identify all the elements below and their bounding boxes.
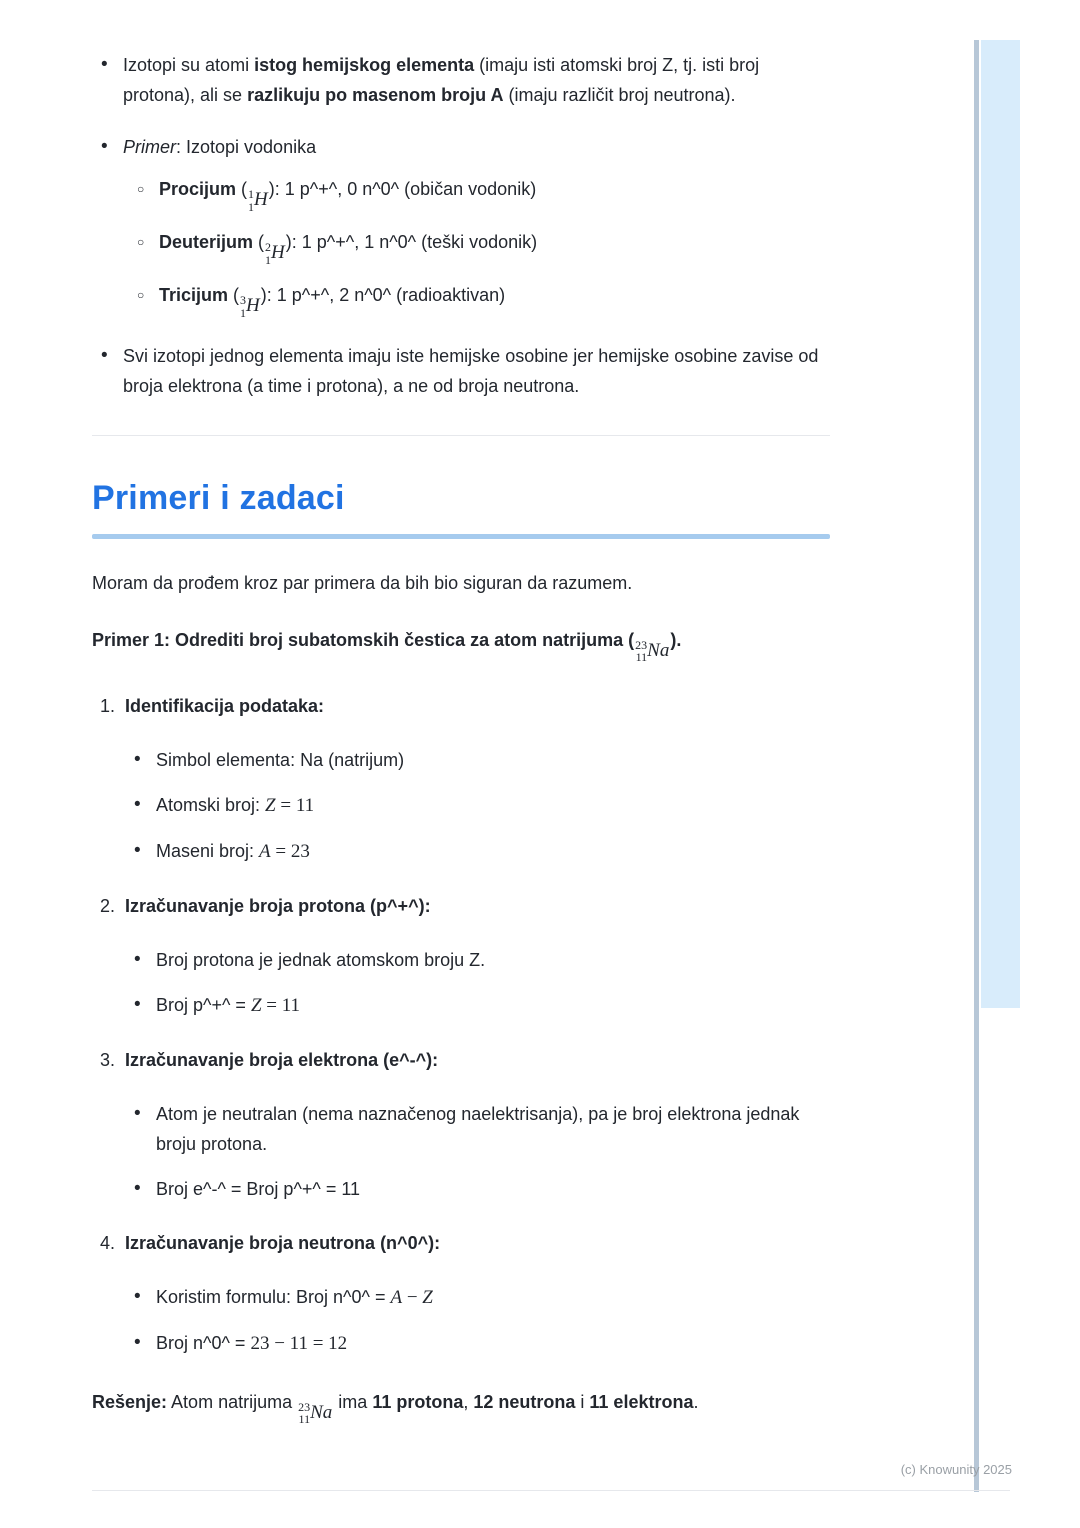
bullet-marker: • bbox=[134, 993, 141, 1015]
step-bullet-list bbox=[100, 945, 830, 1021]
bullet-marker: • bbox=[134, 748, 141, 770]
step-item bbox=[100, 1228, 830, 1359]
bullet-marker: • bbox=[101, 344, 108, 366]
step-heading bbox=[100, 1045, 830, 1075]
step-number: 4. bbox=[100, 1232, 116, 1253]
nuclide-notation: 1 1 H bbox=[248, 187, 268, 214]
circle-bullet-marker: ○ bbox=[137, 288, 145, 303]
nuclide-notation: 23 11 Na bbox=[635, 637, 670, 665]
page-edge-line bbox=[974, 40, 979, 1492]
list-item bbox=[134, 990, 830, 1021]
bullet-marker: • bbox=[134, 1285, 141, 1307]
bullet-text: Simbol elementa: Na (natrijum) bbox=[156, 749, 405, 770]
step-bullet-list bbox=[100, 745, 830, 867]
list-item bbox=[134, 1328, 830, 1359]
circle-bullet-marker: ○ bbox=[137, 182, 145, 196]
list-item bbox=[134, 1282, 830, 1313]
list-item bbox=[101, 341, 830, 401]
step-number: 1. bbox=[100, 695, 116, 716]
step-heading bbox=[100, 1228, 830, 1258]
bullet-text: Broj protona je jednak atomskom broju Z. bbox=[156, 949, 486, 970]
bottom-divider bbox=[92, 1490, 1010, 1491]
nuclide-notation: 3 1 H bbox=[240, 293, 260, 320]
bullet-text: Broj p^+^ = Z = 11 bbox=[156, 994, 301, 1016]
bullet-marker: • bbox=[101, 136, 108, 157]
step-item bbox=[100, 891, 830, 1021]
solution-steps-list bbox=[92, 691, 830, 1359]
section-heading: Primeri i zadaci bbox=[92, 478, 345, 517]
note-content bbox=[92, 50, 830, 1425]
list-item bbox=[134, 1174, 830, 1204]
bullet-text bbox=[123, 132, 830, 319]
bullet-text: Deuterijum ( 2 1 H ): 1 p^+^, 1 n^0^ (teški vodonik) bbox=[159, 232, 538, 267]
bullet-text: Tricijum ( 3 1 H ): 1 p^+^, 2 n^0^ (radioaktivan) bbox=[159, 285, 506, 320]
list-item bbox=[137, 227, 830, 265]
copyright-watermark: (c) Knowunity 2025 bbox=[900, 1462, 1012, 1477]
list-item bbox=[137, 174, 830, 212]
heading-underline-bar bbox=[92, 534, 830, 539]
bullet-text: Koristim formulu: Broj n^0^ = A − Z bbox=[156, 1286, 433, 1308]
bullet-marker: • bbox=[134, 1331, 141, 1353]
step-item bbox=[100, 691, 830, 867]
bullet-text: Izotopi su atomi istog hemijskog elementa (imaju isti atomski broj Z, tj. isti broj protona), ali se razlikuju po masenom broju A (imaju različit broj neutrona). bbox=[123, 55, 760, 105]
circle-bullet-marker: ○ bbox=[137, 235, 145, 250]
list-item bbox=[134, 836, 830, 867]
hydrogen-isotope-list bbox=[123, 174, 830, 319]
bullet-marker: • bbox=[134, 793, 141, 815]
bullet-marker: • bbox=[134, 839, 141, 861]
nuclide-notation: 23 11 Na bbox=[298, 1399, 333, 1427]
bullet-text: Broj n^0^ = 23 − 11 = 12 bbox=[156, 1332, 348, 1354]
list-item bbox=[134, 945, 830, 975]
step-title: Identifikacija podataka: bbox=[125, 695, 325, 716]
bullet-marker: • bbox=[134, 1177, 141, 1199]
bullet-marker: • bbox=[101, 54, 108, 75]
list-item bbox=[134, 745, 830, 775]
step-bullet-list bbox=[100, 1099, 830, 1204]
scrollbar-strip[interactable] bbox=[981, 40, 1020, 1008]
step-heading bbox=[100, 891, 830, 921]
list-item bbox=[137, 280, 830, 318]
list-item bbox=[101, 132, 830, 319]
bullet-text: Broj e^-^ = Broj p^+^ = 11 bbox=[156, 1178, 361, 1199]
bullet-text: Atomski broj: Z = 11 bbox=[156, 794, 315, 816]
list-item bbox=[101, 50, 830, 110]
bullet-text: Maseni broj: A = 23 bbox=[156, 840, 310, 862]
bullet-marker: • bbox=[134, 948, 141, 970]
example-title: Primer 1: Odrediti broj subatomskih čestica za atom natrijuma ( 23 11 Na ). bbox=[92, 629, 682, 665]
bullet-text-line: Primer: Izotopi vodonika bbox=[123, 137, 317, 157]
step-item bbox=[100, 1045, 830, 1204]
step-heading bbox=[100, 691, 830, 721]
step-title: Izračunavanje broja neutrona (n^0^): bbox=[125, 1232, 441, 1253]
bullet-marker: • bbox=[134, 1102, 141, 1124]
section-divider bbox=[92, 435, 830, 436]
list-item bbox=[134, 790, 830, 821]
step-title: Izračunavanje broja protona (p^+^): bbox=[125, 895, 431, 916]
intro-bullet-list bbox=[92, 50, 830, 401]
nuclide-notation: 2 1 H bbox=[265, 240, 285, 267]
step-bullet-list bbox=[100, 1282, 830, 1359]
lead-paragraph: Moram da prođem kroz par primera da bih bio siguran da razumem. bbox=[92, 572, 633, 593]
step-number: 3. bbox=[100, 1049, 116, 1070]
bullet-text: Svi izotopi jednog elementa imaju iste hemijske osobine jer hemijske osobine zavise od broja elektrona (a time i protona), a ne od broja neutrona. bbox=[123, 345, 819, 396]
solution-line: Rešenje: Atom natrijuma 23 11 Na ima 11 protona, 12 neutrona i 11 elektrona. bbox=[92, 1391, 699, 1427]
bullet-text: Atom je neutralan (nema naznačenog naelektrisanja), pa je broj elektrona jednak broju protona. bbox=[156, 1103, 800, 1154]
step-number: 2. bbox=[100, 895, 116, 916]
bullet-text: Procijum ( 1 1 H ): 1 p^+^, 0 n^0^ (običan vodonik) bbox=[159, 179, 537, 214]
step-title: Izračunavanje broja elektrona (e^-^): bbox=[125, 1049, 439, 1070]
list-item bbox=[134, 1099, 830, 1159]
